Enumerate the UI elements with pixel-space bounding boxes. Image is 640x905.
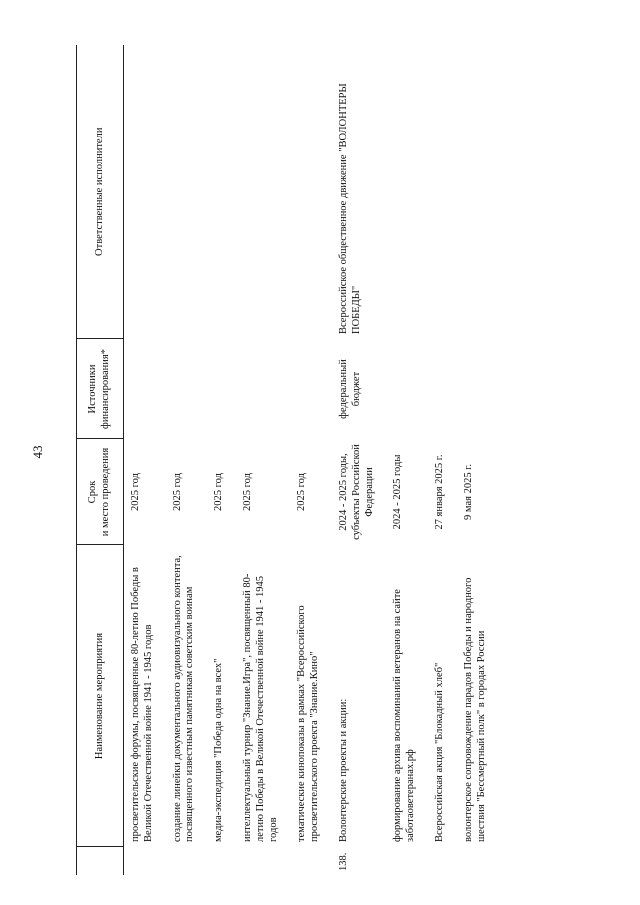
responsible-party: Всероссийское общественное движение "ВОЛОНТЕРЫ ПОБЕДЫ": [337, 83, 362, 334]
event-name: просветительские форумы, посвященные 80-летию Победы в Великой Отечественной войне 1941 - 1945 годов: [130, 567, 154, 842]
responsible-party: [236, 45, 290, 339]
funding-source: [124, 339, 166, 439]
event-term: 2025 год: [241, 473, 253, 511]
header-term-place: Срок и место проведения: [77, 439, 124, 545]
responsible-party: [207, 45, 236, 339]
event-name: Всероссийская акция "Блокадный хлеб": [433, 662, 445, 842]
event-term: 2025 год: [296, 473, 308, 511]
event-name: волонтерское сопровождение парадов Победы и народного шествия "Бессмертный полк" в городах России: [462, 577, 487, 842]
header-number: [77, 847, 124, 875]
responsible-party: [428, 45, 457, 339]
event-name: формирование архива воспоминаний ветеранов на сайте заботаоветеранах.рф: [392, 589, 417, 842]
row-number: [124, 847, 166, 875]
header-funding-source: Источники финансирования*: [77, 339, 124, 439]
responsible-party: [166, 45, 208, 339]
event-term: 2024 - 2025 годы, субъекты Российской Федерации: [337, 444, 375, 540]
event-term: 27 января 2025 г.: [433, 454, 445, 530]
row-number: [290, 847, 332, 875]
header-responsible: Ответственные исполнители: [77, 45, 124, 339]
funding-source: федеральный бюджет: [337, 359, 362, 419]
table-row: [207, 45, 236, 875]
event-name: интеллектуальный турнир "Знание.Игра", посвященный 80-летию Победы в Великой Отечественной войне 1941 - 1945 годов: [241, 573, 279, 842]
event-term: 2025 год: [130, 473, 141, 511]
event-name: медиа-экспедиция "Победа одна на всех": [213, 658, 225, 842]
funding-source: [386, 339, 428, 439]
responsible-party: [457, 45, 499, 339]
table-row: [236, 45, 290, 875]
table-row: [457, 45, 499, 875]
event-name: тематические кинопоказы в рамках "Всероссийского просветительского проекта "Знание.Кино": [296, 605, 321, 842]
funding-source: [236, 339, 290, 439]
events-table: [76, 45, 498, 875]
row-number: [166, 847, 208, 875]
table-row: [166, 45, 208, 875]
responsible-party: [124, 45, 166, 339]
header-event-name: Наименование мероприятия: [77, 545, 124, 847]
event-name: создание линейки документального аудиовизуального контента, посвященного известным памятникам советским воинам: [171, 555, 196, 842]
table-row: [332, 45, 386, 875]
table-row: [290, 45, 332, 875]
row-number: [386, 847, 428, 875]
event-term: 2025 год: [171, 473, 183, 511]
event-name: Волонтерские проекты и акции:: [337, 698, 349, 842]
funding-source: [290, 339, 332, 439]
responsible-party: [290, 45, 332, 339]
funding-source: [166, 339, 208, 439]
responsible-party: [386, 45, 428, 339]
table-header-row: [77, 45, 124, 875]
table-row: [124, 45, 166, 875]
funding-source: [207, 339, 236, 439]
table-row: [386, 45, 428, 875]
row-number: [236, 847, 290, 875]
funding-source: [457, 339, 499, 439]
event-term: 2025 год: [213, 473, 225, 511]
row-number: [457, 847, 499, 875]
event-term: 9 мая 2025 г.: [462, 464, 474, 520]
row-number: [428, 847, 457, 875]
page-number: 43: [30, 445, 45, 459]
event-term: 2024 - 2025 годы: [392, 454, 404, 530]
table-row: [428, 45, 457, 875]
funding-source: [428, 339, 457, 439]
row-number: 138.: [337, 852, 349, 871]
row-number: [207, 847, 236, 875]
